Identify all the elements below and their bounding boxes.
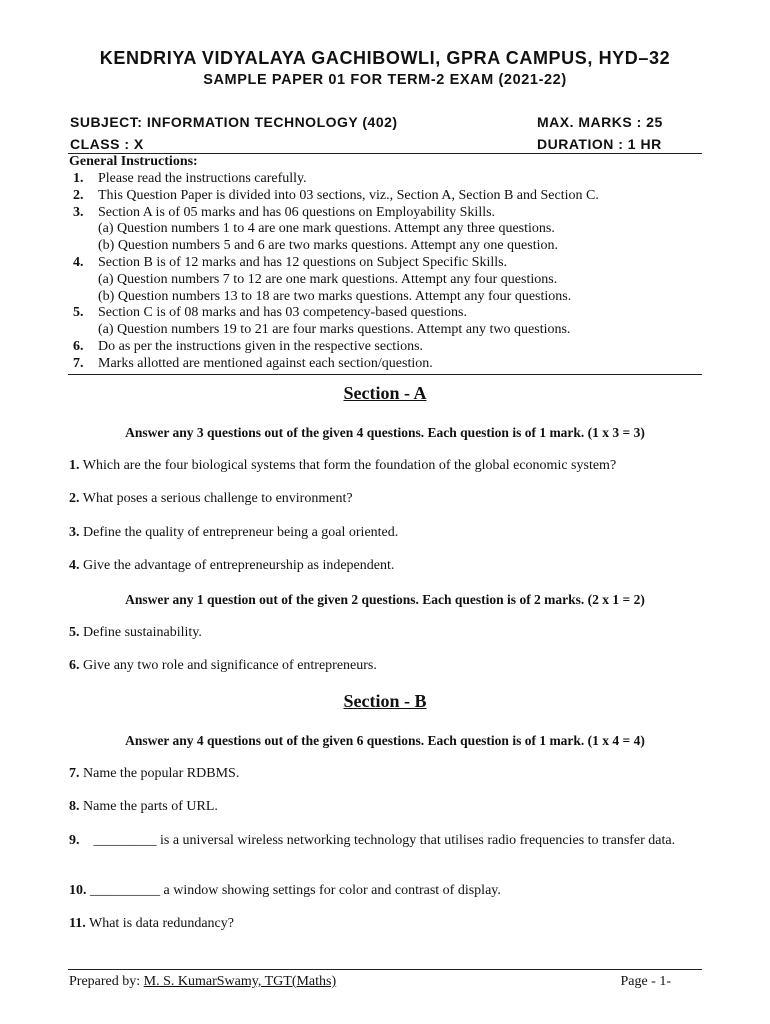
- question-10: 10. __________ a window showing settings for color and contrast of display.: [69, 883, 501, 898]
- question-1: 1. Which are the four biological systems that form the foundation of the global economic system?: [69, 458, 617, 473]
- section-b-title: Section - B: [343, 691, 427, 711]
- instruction-line: (a) Question numbers 1 to 4 are one mark questions. Attempt any three questions.: [98, 221, 555, 237]
- section-a-instruction-1: Answer any 3 questions out of the given 4 questions. Each question is of 1 mark. (1 x 3 = 3): [125, 425, 645, 440]
- footer: [69, 974, 701, 990]
- duration-label: DURATION : 1 HR: [537, 136, 662, 152]
- prepared-by-label: Prepared by:: [69, 974, 144, 989]
- meta-row-class: [70, 136, 700, 152]
- question-9: 9. _________ is a universal wireless networking technology that utilises radio frequencies to transfer data.: [69, 833, 676, 848]
- question-5: 5. Define sustainability.: [69, 625, 202, 640]
- instruction-line: 2. This Question Paper is divided into 03 sections, viz., Section A, Section B and Section C.: [73, 187, 599, 203]
- instruction-line: 7. Marks allotted are mentioned against each section/question.: [73, 355, 433, 371]
- instruction-line: (b) Question numbers 5 and 6 are two marks questions. Attempt any one question.: [98, 238, 558, 254]
- question-7: 7. Name the popular RDBMS.: [69, 766, 240, 781]
- divider-instructions: [68, 374, 702, 375]
- instruction-line: 3. Section A is of 05 marks and has 06 questions on Employability Skills.: [73, 204, 496, 220]
- footer-divider: [68, 969, 702, 970]
- meta-row-subject: [70, 114, 700, 130]
- subject-label: SUBJECT: INFORMATION TECHNOLOGY (402): [70, 114, 398, 130]
- question-2: 2. What poses a serious challenge to environment?: [69, 491, 353, 506]
- paper-title: SAMPLE PAPER 01 FOR TERM-2 EXAM (2021-22): [203, 72, 567, 88]
- question-11: 11. What is data redundancy?: [69, 916, 234, 931]
- max-marks-label: MAX. MARKS : 25: [537, 114, 663, 130]
- class-label: CLASS : X: [70, 136, 144, 152]
- section-a-instruction-2: Answer any 1 question out of the given 2 questions. Each question is of 2 marks. (2 x 1 = 2): [125, 592, 645, 607]
- author-name: M. S. KumarSwamy, TGT(Maths): [143, 974, 337, 989]
- section-b-instruction-1: Answer any 4 questions out of the given 6 questions. Each question is of 1 mark. (1 x 4 = 4): [125, 733, 645, 748]
- instructions-list: [69, 171, 709, 373]
- question-4: 4. Give the advantage of entrepreneurship as independent.: [69, 558, 395, 573]
- instruction-line: (a) Question numbers 19 to 21 are four marks questions. Attempt any two questions.: [98, 322, 571, 338]
- instruction-line: (b) Question numbers 13 to 18 are two marks questions. Attempt any four questions.: [98, 288, 572, 304]
- page-number: Page - 1-: [620, 974, 671, 989]
- instructions-title: General Instructions:: [69, 154, 198, 169]
- instruction-line: (a) Question numbers 7 to 12 are one mark questions. Attempt any four questions.: [98, 271, 558, 287]
- question-3: 3. Define the quality of entrepreneur being a goal oriented.: [69, 525, 399, 540]
- school-name: KENDRIYA VIDYALAYA GACHIBOWLI, GPRA CAMPUS, HYD–32: [99, 48, 671, 68]
- question-8: 8. Name the parts of URL.: [69, 799, 218, 814]
- instruction-line: 5. Section C is of 08 marks and has 03 competency-based questions.: [73, 305, 467, 321]
- question-6: 6. Give any two role and significance of entrepreneurs.: [69, 658, 377, 673]
- instruction-line: 6. Do as per the instructions given in the respective sections.: [73, 338, 424, 354]
- section-a-title: Section - A: [343, 383, 427, 403]
- instruction-line: 4. Section B is of 12 marks and has 12 questions on Subject Specific Skills.: [73, 254, 508, 270]
- instruction-line: 1. Please read the instructions carefully.: [73, 171, 307, 186]
